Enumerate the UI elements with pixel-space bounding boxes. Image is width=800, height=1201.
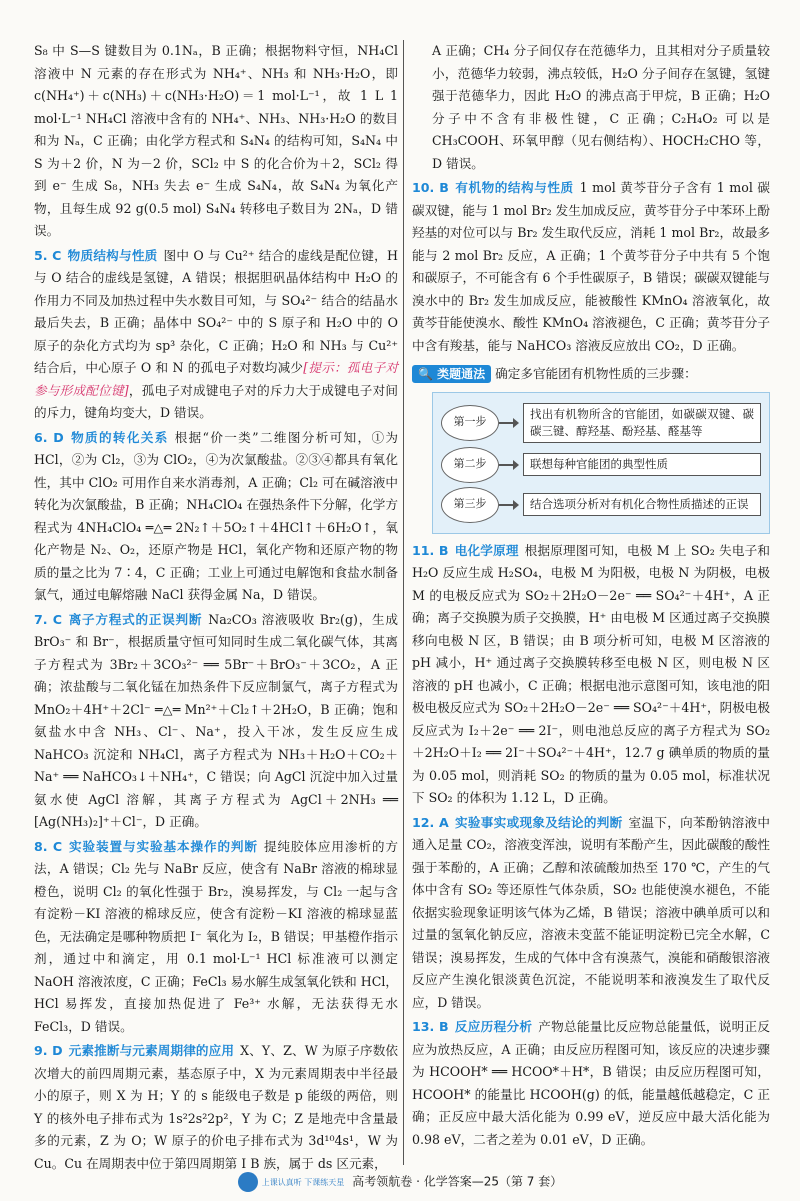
q5-text1: 图中 O 与 Cu²⁺ 结合的虚线是配位键，H 与 O 结合的虚线是氢键，A 错误；根据胆矾晶体结构中 H₂O 的作用力不同及加热过程中失水数目可知，与 SO₄²⁻ 结合的结晶水最后失去，B 正确；晶体中 SO₄²⁻ 中的 S 原子和 H₂O 中的 O 原子的杂化方式均为 sp³ 杂化，C 正确；H₂O 和 NH₃ 与 Cu²⁺ 结合后，中心原子 O 和 N 的孤电子对数均减少 [34, 247, 399, 375]
answer-q11 [412, 540, 770, 810]
flow-step [441, 447, 761, 483]
q13-text: 产物总能量比反应物总能量低，说明正反应为放热反应，A 正确；由反应历程图可知，该反应的决速步骤为 HCOOH* ══ HCOO*＋H*，B 错误；由反应历程图可知，HCOOH* 的能量比 HCOOH(g) 的低，能量越低越稳定，C 正确；正反应中最大活化能为 0.99 eV，逆反应中最大活化能为 0.98 eV，二者之差为 0.01 eV，D 正确。 [412, 1019, 771, 1147]
q11-topic: 电化学原理 [454, 542, 519, 558]
step-text: 找出有机物所含的官能团，如碳碳双键、碳碳三键、醇羟基、酚羟基、醛基等 [523, 403, 761, 443]
method-box [412, 363, 770, 534]
q4-continuation: S₈ 中 S—S 键数目为 0.1Nₐ，B 正确；根据物料守恒，NH₄Cl 溶液中 N 元素的存在形式为 NH₄⁺、NH₃ 和 NH₃·H₂O，即 c(NH₄⁺)＋c(NH₃)＋c(NH₃·H₂O)＝1 mol·L⁻¹，故 1 L 1 mol·L⁻¹ NH₄Cl 溶液中含有的 NH₄⁺、NH₃、NH₃·H₂O 的数目和为 Nₐ，C 正确；由化学方程式和 S₄N₄ 的结构可知，S₄N₄ 中 S 为＋2 价，N 为－2 价，SCl₂ 中 S 的化合价为＋2，SCl₂ 得到 e⁻ 生成 S₈，NH₃ 失去 e⁻ 生成 S₄N₄，故 S₄N₄ 为氧化产物，且每生成 92 g(0.5 mol) S₄N₄ 转移电子数目为 2Nₐ，D 错误。 [34, 43, 398, 238]
q5-topic: 物质结构与性质 [67, 247, 158, 263]
method-title: 确定多官能团有机物性质的三步骤： [495, 366, 697, 381]
q10-number: 10. B [412, 180, 449, 195]
q6-topic: 物质的转化关系 [69, 429, 169, 445]
q9-topic: 元素推断与元素周期律的应用 [68, 1043, 235, 1058]
answer-q9 [34, 1040, 398, 1175]
q6-number: 6. D [34, 429, 64, 445]
arrow-right-icon [499, 504, 517, 506]
q11-text: 根据原理图可知，电极 M 上 SO₂ 失电子和 H₂O 反应生成 H₂SO₄，电极 M 为阳极，电极 N 为阴极，电极 M 的电极反应式为 SO₂＋2H₂O－2e⁻ ══ SO₄²⁻＋4H⁺，A 正确；离子交换膜为质子交换膜，H⁺ 由电极 M 区通过离子交换膜移向电极 N 区，B 错误；由 B 项分析可知，电极 M 区溶液的 pH 减小，H⁺ 通过离子交换膜转移至电极 N 区，则电极 N 区溶液的 pH 也减小，C 正确；根据电池示意图可知，该电池的阳极电极反应式为 SO₂＋2H₂O－2e⁻ ══ SO₄²⁻＋4H⁺，阴极电极反应式为 I₂＋2e⁻ ══ 2I⁻，则电池总反应的离子方程式为 SO₂＋2H₂O＋I₂ ══ 2I⁻＋SO₄²⁻＋4H⁺，12.7 g 碘单质的物质的量为 0.05 mol，则消耗 SO₂ 的物质的量为 0.05 mol，标准状况下 SO₂ 的体积为 1.12 L，D 正确。 [412, 542, 771, 805]
step-label: 第二步 [441, 447, 499, 483]
q9-continuation: A 正确；CH₄ 分子间仅存在范德华力，且其相对分子质量较小，范德华力较弱，沸点较低，H₂O 分子间存在氢键，氢键强于范德华力，因此 H₂O 的沸点高于甲烷，B 正确；H₂O 分子中不含有非极性键，C 正确；C₂H₄O₂ 可以是 CH₃COOH、环氧甲醇（见右侧结构）、HOCH₂CHO 等，D 错误。 [432, 43, 770, 171]
q5-text2: ，孤电子对成键电子对的斥力大于成键电子对间的斥力，键角均变大，D 错误。 [34, 382, 398, 420]
publisher-logo-icon [238, 1172, 258, 1192]
flow-step [441, 403, 761, 443]
method-tag [412, 365, 491, 383]
page-footer [0, 1172, 800, 1192]
right-column [412, 40, 770, 1151]
left-column [34, 40, 398, 1175]
arrow-right-icon [499, 464, 517, 466]
method-flowchart [432, 392, 770, 534]
q13-topic: 反应历程分析 [454, 1019, 533, 1034]
answer-q8 [34, 836, 398, 1039]
method-tag-label: 类题通法 [437, 367, 486, 381]
answer-q6 [34, 427, 398, 607]
arrow-right-icon [499, 422, 517, 424]
q8-number: 8. C [34, 838, 63, 854]
footer-text: 高考领航卷 · 化学答案—25（第 7 套） [352, 1174, 563, 1189]
step-label: 第三步 [441, 487, 499, 523]
step-text: 结合选项分析对有机化合物性质描述的正误 [523, 493, 761, 516]
column-divider [403, 40, 404, 1165]
q12-number: 12. A [412, 814, 449, 830]
q12-text: 室温下，向苯酚钠溶液中通入足量 CO₂，溶液变浑浊，说明有苯酚产生，因此碳酸的酸性强于苯酚的，A 正确；乙醇和浓硫酸加热至 170 ℃，产生的气体中含有 SO₂ 等还原性气体杂质，SO₂ 也能使溴水褪色，不能依据实验现象证明该气体为乙烯，B 错误；溶液中碘单质可以和过量的氢氧化钠反应，溶液未变蓝不能证明淀粉已完全水解，C 错误；溴易挥发，生成的气体中含有溴蒸气，溴能和硝酸银溶液反应产生溴化银淡黄色沉淀，不能说明苯和液溴发生了取代反应，D 错误。 [412, 814, 770, 1010]
q8-topic: 实验装置与实验基本操作的判断 [68, 838, 258, 854]
q7-text: Na₂CO₃ 溶液吸收 Br₂(g)，生成 BrO₃⁻ 和 Br⁻，根据质量守恒可知同时生成二氧化碳气体，其离子方程式为 3Br₂＋3CO₃²⁻ ══ 5Br⁻＋BrO₃⁻＋3CO₂，A 正确；浓盐酸与二氧化锰在加热条件下反应制氯气，离子方程式为 MnO₂＋4H⁺＋2Cl⁻ ═△═ Mn²⁺＋Cl₂↑＋2H₂O，B 正确；饱和氨盐水中含 NH₃、Cl⁻、Na⁺，投入干冰，发生反应生成 NaHCO₃ 沉淀和 NH₄Cl，离子方程式为 NH₃＋H₂O＋CO₂＋Na⁺ ══ NaHCO₃↓＋NH₄⁺，C 错误；向 AgCl 沉淀中加入过量氨水使 AgCl 溶解，其离子方程式为 AgCl＋2NH₃ ══ [Ag(NH₃)₂]⁺＋Cl⁻，D 正确。 [34, 611, 398, 829]
q10-topic: 有机物的结构与性质 [454, 180, 574, 195]
q12-topic: 实验事实或现象及结论的判断 [454, 814, 623, 830]
q7-topic: 离子方程式的正误判断 [67, 611, 203, 627]
q5-number: 5. C [34, 247, 62, 263]
logo-text: 上课认真听 下课练天星 [261, 1177, 345, 1187]
flow-step [441, 487, 761, 523]
q10-text: 1 mol 黄芩苷分子含有 1 mol 碳碳双键，能与 1 mol Br₂ 发生加成反应，黄芩苷分子中苯环上酚羟基的对位可以与 Br₂ 发生取代反应，消耗 1 mol Br₂，故最多能与 2 mol Br₂ 反应，A 正确；1 个黄芩苷分子中共有 5 个饱和碳原子，不可能含有 6 个手性碳原子，B 错误；碳碳双键能与溴水中的 Br₂ 发生加成反应，能被酸性 KMnO₄ 溶液氧化，故黄芩苷能使溴水、酸性 KMnO₄ 溶液褪色，C 正确；黄芩苷分子中含有羧基，能与 NaHCO₃ 溶液反应放出 CO₂，D 正确。 [412, 180, 771, 353]
q7-number: 7. C [34, 611, 62, 627]
answer-q10 [412, 177, 770, 357]
q5-hint: [提示：孤电子对参与形成配位键] [34, 360, 398, 398]
q13-number: 13. B [412, 1019, 449, 1034]
q6-text: 根据“价一类”二维图分析可知，①为 HCl，②为 Cl₂，③为 ClO₂，④为次氯酸盐。②③④都具有氧化性，其中 ClO₂ 可用作自来水消毒剂，A 正确；Cl₂ 可在碱溶液中转化为次氯酸盐，B 正确；NH₄ClO₄ 在强热条件下分解，化学方程式为 4NH₄ClO₄ ═△═ 2N₂↑＋5O₂↑＋4HCl↑＋6H₂O↑，氧化产物是 N₂、O₂，还原产物是 HCl，氧化产物和还原产物的物质的量之比为 7∶4，C 正确；工业上可通过电解饱和食盐水制备氯气，通过电解熔融 NaCl 获得金属 Na，D 错误。 [34, 429, 398, 602]
step-label: 第一步 [441, 405, 499, 441]
answer-q7 [34, 609, 398, 834]
q9-text: X、Y、Z、W 为原子序数依次增大的前四周期元素，基态原子中，X 为元素周期表中半径最小的原子，则 X 为 H；Y 的 s 能级电子数是 p 能级的两倍，则 Y 的核外电子排布式为 1s²2s²2p²，Y 为 C；Z 是地壳中含量最多的元素，Z 为 O；W 原子的价电子排布式为 3d¹⁰4s¹，W 为 Cu。Cu 在周期表中位于第四周期第 I B 族，属于 ds 区元素， [34, 1043, 399, 1171]
step-text: 联想每种官能团的典型性质 [523, 453, 761, 476]
answer-q13 [412, 1016, 770, 1151]
q9-number: 9. D [34, 1043, 63, 1058]
answer-q5 [34, 245, 398, 425]
q11-number: 11. B [412, 542, 449, 558]
answer-q12 [412, 812, 770, 1015]
q8-text: 提纯胶体应用渗析的方法，A 错误；Cl₂ 先与 NaBr 反应，使含有 NaBr 溶液的棉球显橙色，说明 Cl₂ 的氧化性强于 Br₂，溴易挥发，与 Cl₂ 一起与含有淀粉－KI 溶液的棉球反应，使含有淀粉－KI 溶液的棉球显蓝色，无法确定是哪种物质把 I⁻ 氧化为 I₂，B 错误；甲基橙作指示剂，通过中和滴定，用 0.1 mol·L⁻¹ HCl 标准液可以测定 NaOH 溶液浓度，C 正确；FeCl₃ 易水解生成氢氧化铁和 HCl，HCl 易挥发，直接加热促进了 Fe³⁺ 水解，无法获得无水 FeCl₃，D 错误。 [34, 838, 398, 1034]
magnifier-icon: 🔍 [418, 367, 433, 381]
